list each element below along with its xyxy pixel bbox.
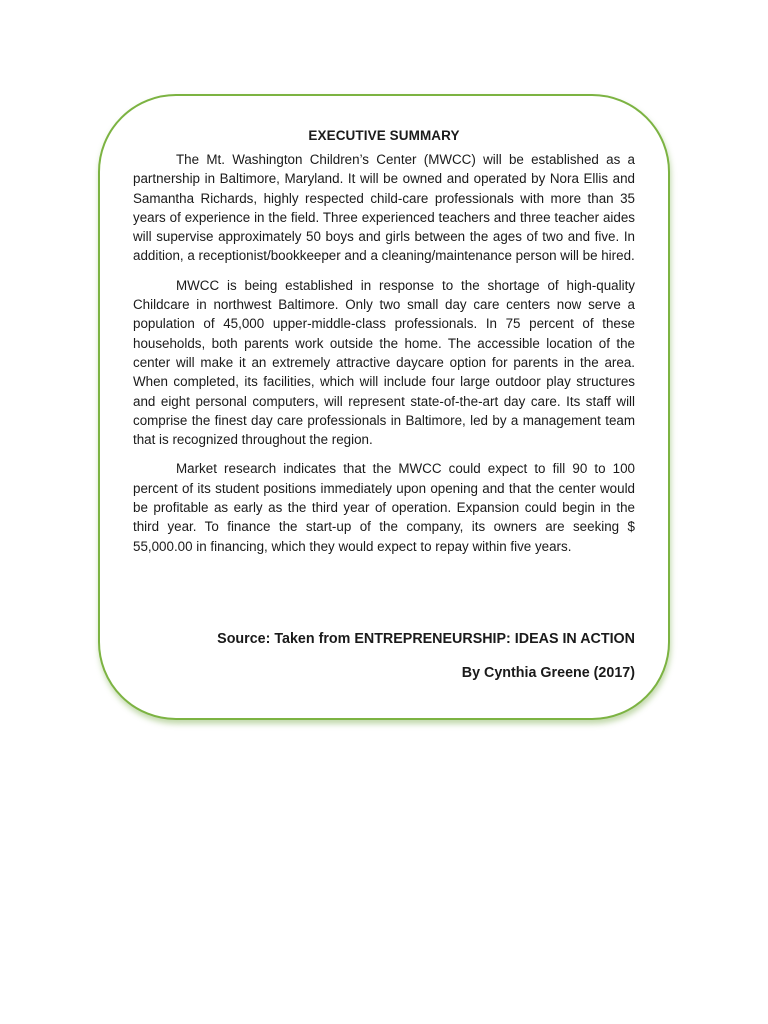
author-line: By Cynthia Greene (2017)	[461, 665, 635, 681]
paragraph-1: The Mt. Washington Children’s Center (MWCC) will be established as a partnership in Baltimore, Maryland. It will be owned and operated by Nora Ellis and Samantha Richards, highly respected child-care professionals with more than 35 years of experience in the field. Three experienced teachers and three teacher aides will supervise approximately 50 boys and girls between the ages of two and five. In addition, a receptionist/bookkeeper and a cleaning/maintenance person will be hired.	[133, 152, 635, 264]
source-line: Source: Taken from ENTREPRENEURSHIP: IDEAS IN ACTION	[217, 631, 635, 647]
paragraph-3: Market research indicates that the MWCC could expect to fill 90 to 100 percent of its student positions immediately upon opening and that the center would be profitable as early as the third year of operation. Expansion could begin in the third year. To finance the start-up of the company, its owners are seeking $ 55,000.00 in financing, which they would expect to repay within five years.	[133, 461, 635, 554]
document-title: EXECUTIVE SUMMARY	[308, 128, 460, 143]
paragraph-2: MWCC is being established in response to the shortage of high-quality Childcare in northwest Baltimore. Only two small day care centers now serve a population of 45,000 upper-middle-class professionals. In 75 percent of these households, both parents work outside the home. The accessible location of the center will make it an extremely attractive daycare option for parents in the area. When completed, its facilities, which will include four large outdoor play structures and eight personal computers, will represent state-of-the-art day care. Its staff will comprise the finest day care professionals in Baltimore, led by a management team that is recognized throughout the region.	[133, 277, 635, 448]
summary-content	[133, 128, 635, 681]
